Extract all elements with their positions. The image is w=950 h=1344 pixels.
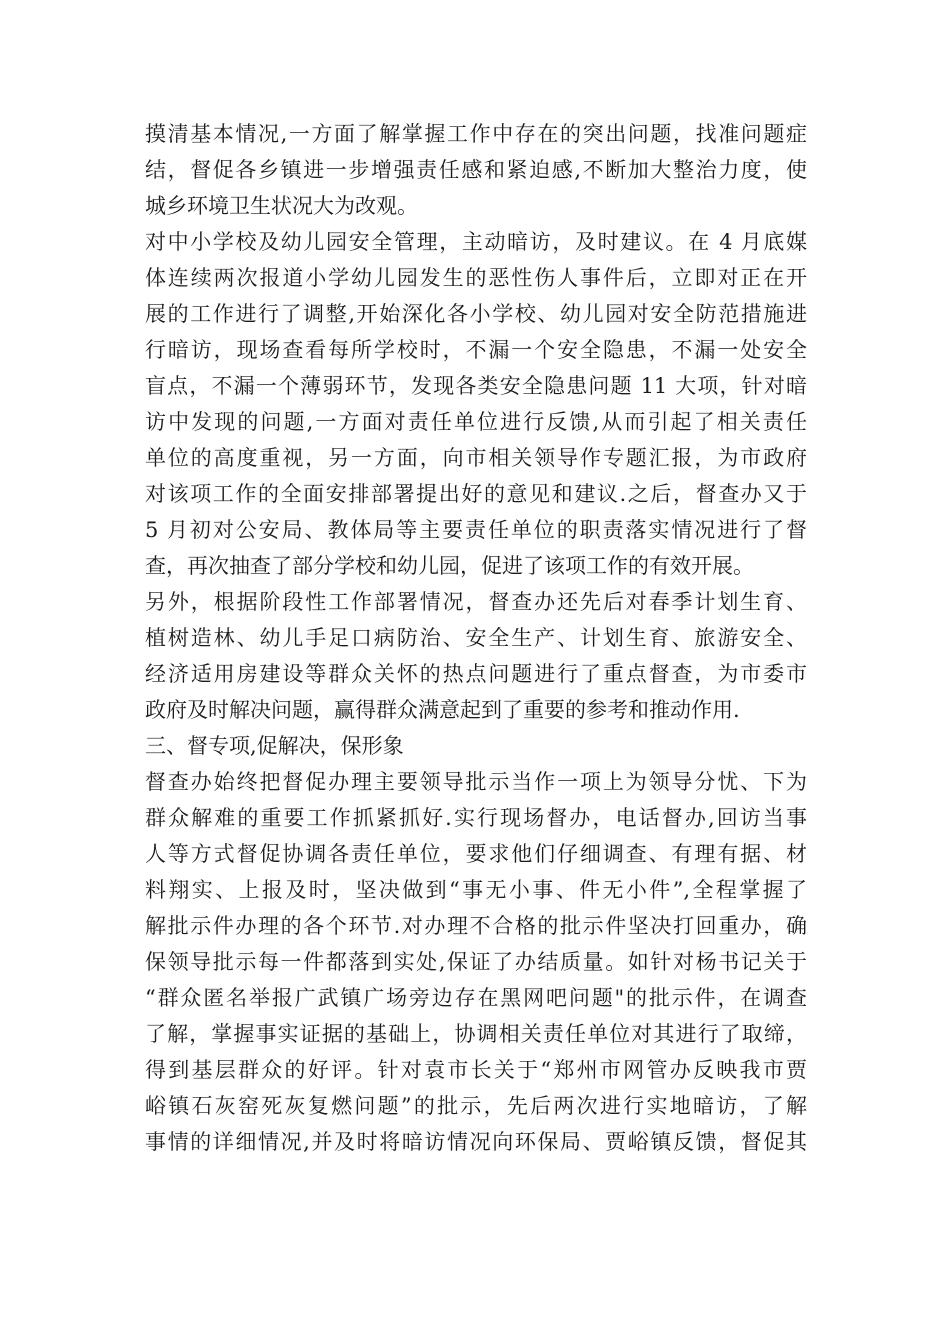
text-line: 得到基层群众的好评。针对袁市长关于“郑州市网管办反映我市贾 (145, 1058, 807, 1082)
text-line: 对中小学校及幼儿园安全管理，主动暗访，及时建议。在 4 月底媒 (145, 230, 807, 254)
body-text (145, 116, 807, 1160)
section-heading: 三、督专项,促解决，保形象 (145, 734, 404, 758)
text-line: 峪镇石灰窑死灰复燃问题”的批示，先后两次进行实地暗访，了解 (145, 1094, 807, 1118)
text-line: 查，再次抽查了部分学校和幼儿园，促进了该项工作的有效开展。 (145, 554, 754, 578)
text-line: 5 月初对公安局、教体局等主要责任单位的职责落实情况进行了督 (145, 518, 807, 542)
text-line: 体连续两次报道小学幼儿园发生的恶性伤人事件后，立即对正在开 (145, 266, 807, 290)
text-line: 事情的详细情况,并及时将暗访情况向环保局、贾峪镇反馈，督促其 (145, 1130, 807, 1154)
text-line: 对该项工作的全面安排部署提出好的意见和建议.之后，督查办又于 (145, 482, 807, 506)
text-line: 盲点，不漏一个薄弱环节，发现各类安全隐患问题 11 大项，针对暗 (145, 374, 807, 398)
text-line: 植树造林、幼儿手足口病防治、安全生产、计划生育、旅游安全、 (145, 626, 807, 650)
text-line: 行暗访，现场查看每所学校时，不漏一个安全隐患，不漏一处安全 (145, 338, 807, 362)
text-line: 群众解难的重要工作抓紧抓好.实行现场督办，电话督办,回访当事 (145, 806, 807, 830)
text-line: 料翔实、上报及时，坚决做到“事无小事、件无小件”,全程掌握了 (145, 878, 807, 902)
text-line: 另外，根据阶段性工作部署情况，督查办还先后对春季计划生育、 (145, 590, 807, 614)
text-line: 访中发现的问题,一方面对责任单位进行反馈,从而引起了相关责任 (145, 410, 807, 434)
text-line: 人等方式督促协调各责任单位，要求他们仔细调查、有理有据、材 (145, 842, 807, 866)
text-line: 展的工作进行了调整,开始深化各小学校、幼儿园对安全防范措施进 (145, 302, 807, 326)
text-line: 摸清基本情况,一方面了解掌握工作中存在的突出问题，找准问题症 (145, 122, 807, 146)
text-line: 督查办始终把督促办理主要领导批示当作一项上为领导分忧、下为 (145, 770, 807, 794)
text-line: 结，督促各乡镇进一步增强责任感和紧迫感,不断加大整治力度，使 (145, 158, 807, 182)
text-line: 了解，掌握事实证据的基础上，协调相关责任单位对其进行了取缔， (145, 1022, 807, 1046)
text-line: 经济适用房建设等群众关怀的热点问题进行了重点督查，为市委市 (145, 662, 807, 686)
text-line: 保领导批示每一件都落到实处,保证了办结质量。如针对杨书记关于 (145, 950, 807, 974)
text-line: “群众匿名举报广武镇广场旁边存在黑网吧问题"的批示件，在调查 (145, 986, 807, 1010)
text-line: 政府及时解决问题，赢得群众满意起到了重要的参考和推动作用. (145, 698, 740, 722)
text-line: 解批示件办理的各个环节.对办理不合格的批示件坚决打回重办，确 (145, 914, 807, 938)
text-line: 单位的高度重视，另一方面，向市相关领导作专题汇报，为市政府 (145, 446, 807, 470)
text-line: 城乡环境卫生状况大为改观。 (145, 194, 418, 218)
